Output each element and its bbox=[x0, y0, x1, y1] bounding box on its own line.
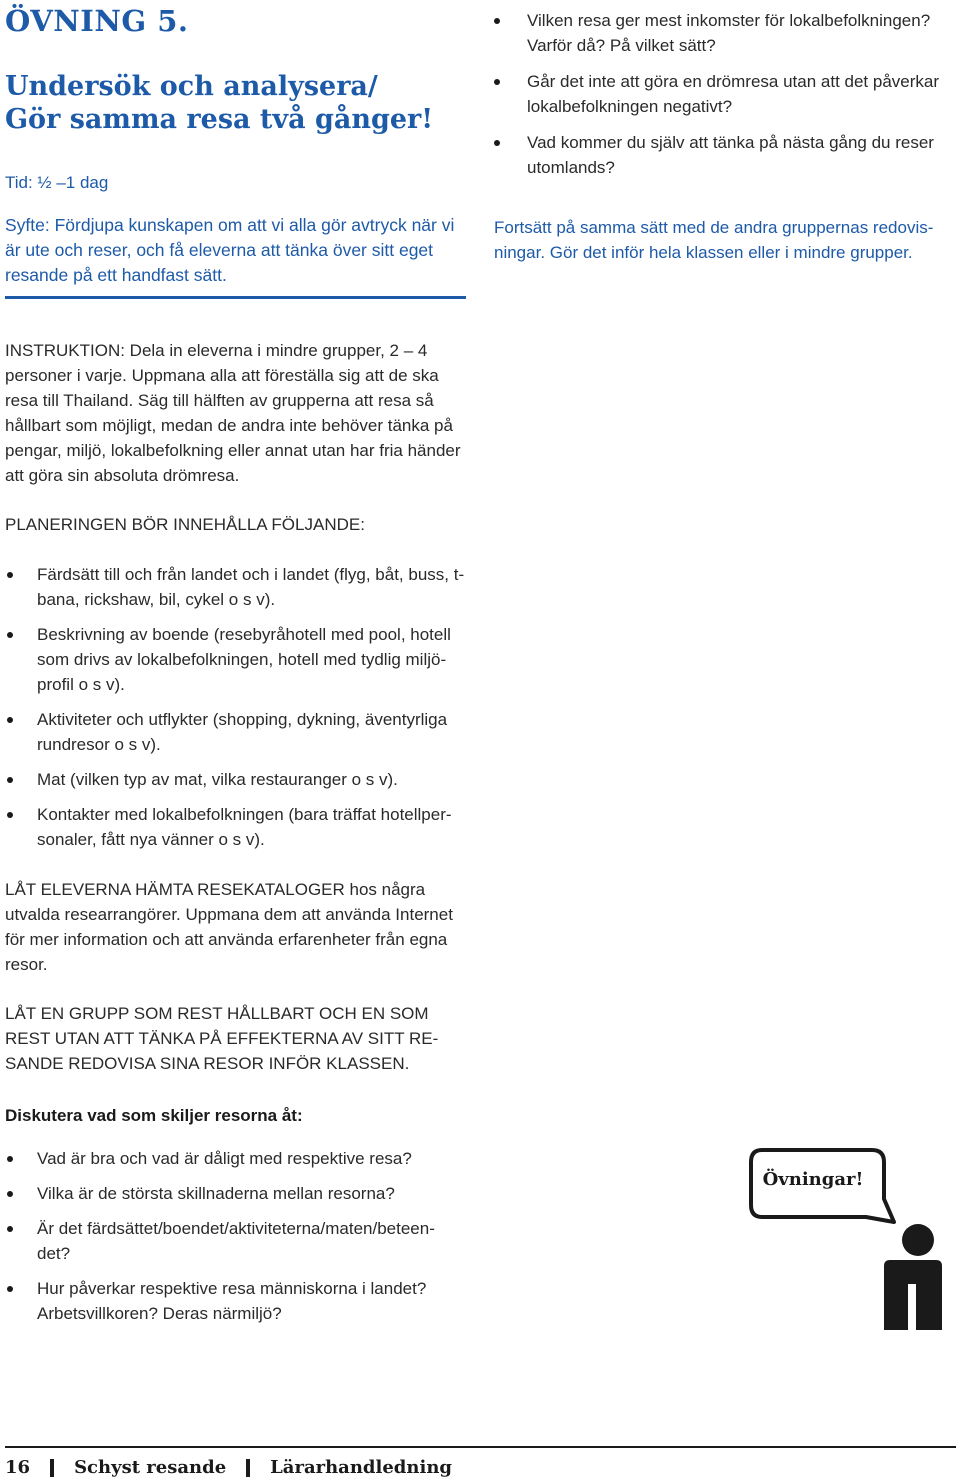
list-item: Färdsätt till och från landet och i landet (flyg, båt, buss, t-bana, rickshaw, bil, cykel o s v). bbox=[5, 562, 467, 612]
catalogs-text: LÅT ELEVERNA HÄMTA RESEKATALOGER hos några utvalda researrangörer. Uppmana dem att använda Internet för mer information och att använda erfarenheter från egna resor. bbox=[5, 880, 453, 974]
list-item: Vad är bra och vad är dåligt med respektive resa? bbox=[5, 1146, 467, 1171]
bullet-icon bbox=[7, 812, 13, 818]
list-item: Vilka är de största skillnaderna mellan resorna? bbox=[5, 1181, 467, 1206]
bullet-icon bbox=[7, 1226, 13, 1232]
discuss-heading: Diskutera vad som skiljer resorna åt: bbox=[5, 1106, 303, 1125]
header-divider bbox=[5, 296, 466, 299]
continue-text: Fortsätt på samma sätt med de andra gruppernas redovis-ningar. Gör det inför hela klassen eller i mindre grupper. bbox=[494, 218, 934, 262]
list-item: Vad kommer du själv att tänka på nästa gång du reser utomlands? bbox=[494, 130, 956, 180]
footer-divider bbox=[5, 1446, 956, 1448]
bullet-icon bbox=[494, 18, 500, 24]
series-name: Schyst resande bbox=[74, 1457, 227, 1478]
bullet-icon bbox=[7, 572, 13, 578]
bullet-icon bbox=[7, 1286, 13, 1292]
footer-separator bbox=[246, 1459, 250, 1477]
list-item: Vilken resa ger mest inkomster för lokalbefolkningen? Varför då? På vilket sätt? bbox=[494, 8, 956, 58]
list-item: Mat (vilken typ av mat, vilka restauranger o s v). bbox=[5, 767, 467, 792]
bullet-icon bbox=[7, 777, 13, 783]
title-line-2: Gör samma resa två gånger! bbox=[5, 104, 434, 135]
bullet-icon bbox=[7, 1156, 13, 1162]
page-number: 16 bbox=[5, 1457, 31, 1478]
page-title bbox=[5, 70, 465, 136]
bullet-icon bbox=[494, 140, 500, 146]
bullet-icon bbox=[7, 1191, 13, 1197]
bubble-text: Övningar! bbox=[762, 1169, 864, 1190]
list-item: Aktiviteter och utflykter (shopping, dykning, äventyrliga rundresor o s v). bbox=[5, 707, 467, 757]
purpose-text: Syfte: Fördjupa kunskapen om att vi alla gör avtryck när vi är ute och reser, och få eleverna att tänka över sitt eget resande på ett handfast sätt. bbox=[5, 215, 455, 285]
speech-bubble bbox=[748, 1147, 898, 1227]
person-icon bbox=[880, 1222, 944, 1332]
list-item: Är det färdsättet/boendet/aktiviteterna/maten/beteen-det? bbox=[5, 1216, 467, 1266]
list-item: Beskrivning av boende (resebyråhotell med pool, hotell som drivs av lokalbefolkningen, hotell med tydlig miljö-profil o s v). bbox=[5, 622, 467, 697]
list-item: Går det inte att göra en drömresa utan att det påverkar lokalbefolkningen negativt? bbox=[494, 69, 956, 119]
time-estimate: Tid: ½ –1 dag bbox=[5, 173, 109, 192]
guide-name: Lärarhandledning bbox=[270, 1457, 452, 1478]
instruction-text: INSTRUKTION: Dela in eleverna i mindre grupper, 2 – 4 personer i varje. Uppmana alla att föreställa sig att de ska resa till Thailand. Säg till hälften av grupperna att resa så hållbart som möjligt, medan de andra inte behöver tänka på pengar, miljö, lokalbefolkning eller annat utan har fria händer att göra sin absoluta drömresa. bbox=[5, 341, 461, 485]
present-text: LÅT EN GRUPP SOM REST HÅLLBART OCH EN SOM REST UTAN ATT TÄNKA PÅ EFFEKTERNA AV SITT RE-SANDE REDOVISA SINA RESOR INFÖR KLASSEN. bbox=[5, 1004, 439, 1073]
title-line-1: Undersök och analysera/ bbox=[5, 71, 378, 102]
list-item: Kontakter med lokalbefolkningen (bara träffat hotellper-sonaler, fått nya vänner o s v). bbox=[5, 802, 467, 852]
exercise-number: ÖVNING 5. bbox=[5, 4, 189, 38]
page-footer bbox=[5, 1457, 452, 1478]
list-item: Hur påverkar respektive resa människorna i landet? Arbetsvillkoren? Deras närmiljö? bbox=[5, 1276, 467, 1326]
bullet-icon bbox=[7, 632, 13, 638]
bullet-icon bbox=[7, 717, 13, 723]
bullet-icon bbox=[494, 79, 500, 85]
right-column bbox=[494, 8, 956, 265]
footer-separator bbox=[50, 1459, 54, 1477]
question-list bbox=[494, 8, 956, 180]
discuss-list bbox=[5, 1146, 467, 1326]
planning-list bbox=[5, 562, 467, 852]
planning-heading: PLANERINGEN BÖR INNEHÅLLA FÖLJANDE: bbox=[5, 515, 365, 534]
